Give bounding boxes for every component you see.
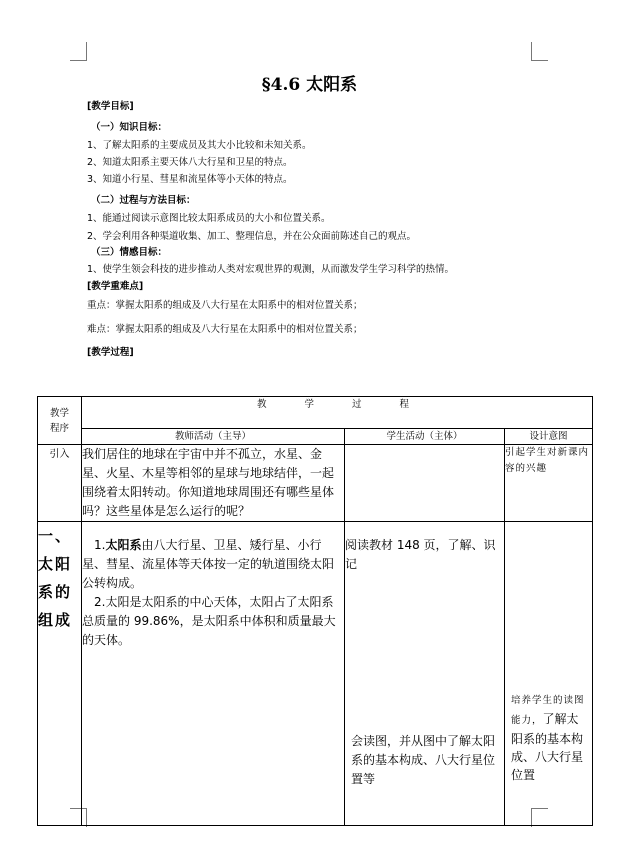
knowledge-heading: （一）知识目标： — [91, 122, 168, 133]
knowledge-item: 1、了解太阳系的主要成员及其大小比较和未知关系。 — [87, 140, 312, 151]
process-header: 教学过程 — [82, 397, 593, 429]
process-item: 2、学会利用各种渠道收集、加工、整理信息，并在公众面前陈述自己的观点。 — [87, 231, 417, 242]
key-points-heading: [教学重难点] — [87, 281, 144, 292]
student-activity-text: 阅读教材 148 页，了解、识记 — [345, 538, 496, 571]
process-section-heading: [教学过程] — [87, 347, 134, 358]
knowledge-item: 2、知道太阳系主要天体八大行星和卫星的特点。 — [87, 157, 293, 168]
design-intent-cell: 引起学生对新课内容的兴趣 — [505, 445, 593, 522]
crop-mark-top-right — [531, 42, 548, 61]
teaching-process-table — [37, 396, 593, 826]
teacher-paragraph — [82, 536, 344, 593]
process-item: 1、能通过阅读示意图比较太阳系成员的大小和位置关系。 — [87, 213, 331, 224]
teacher-activity-cell: 我们居住的地球在宇宙中并不孤立，水星、金星、火星、木星等相邻的星球与地球结伴，一起围绕着太阳转动。你知道地球周围还有哪些星体吗？这些星体是怎么运行的呢？ — [82, 445, 345, 522]
paragraph-text: 由八大行星、卫星、矮行星、小行星、彗星、流星体等天体按一定的轨道围绕太阳公转构成。 — [82, 538, 335, 590]
student-activity-cell — [345, 522, 505, 826]
teacher-column-header: 教师活动（主导） — [82, 429, 345, 445]
keyword-solar-system: 太阳系 — [105, 538, 142, 552]
objectives-heading: [教学目标] — [87, 101, 134, 112]
design-intent-small: 培养学生的读图能力， — [511, 695, 585, 726]
table-row — [38, 522, 593, 826]
teacher-paragraph: 2.太阳是太阳系的中心天体，太阳占了太阳系总质量的 99.86%，是太阳系中体积和质量最大的天体。 — [82, 595, 336, 647]
student-activity-cell — [345, 445, 505, 522]
intent-column-header: 设计意图 — [505, 429, 593, 445]
key-point: 重点：掌握太阳系的组成及八大行星在太阳系中的相对位置关系； — [87, 300, 363, 311]
crop-mark-top-left — [70, 42, 87, 61]
difficult-point: 难点：掌握太阳系的组成及八大行星在太阳系中的相对位置关系； — [87, 324, 363, 335]
page-title: §4.6 太阳系 — [261, 75, 358, 95]
student-activity-text: 会读图，并从图中了解太阳系的基本构成、八大行星位置等 — [351, 734, 496, 786]
design-intent-cell — [505, 522, 593, 826]
process-heading: （二）过程与方法目标： — [91, 195, 196, 206]
emotion-heading: （三）情感目标： — [91, 247, 168, 258]
emotion-item: 1、使学生领会科技的进步推动人类对宏观世界的观测，从而激发学生学习科学的热情。 — [87, 264, 455, 275]
stage-column-header: 教学程序 — [38, 397, 82, 445]
stage-cell: 一、太阳系的组成 — [38, 522, 82, 826]
design-intent-main: 了解太阳系的基本构成、八大行星位置 — [511, 712, 584, 782]
paragraph-number: 1. — [94, 538, 106, 552]
table-row — [38, 445, 593, 522]
knowledge-item: 3、知道小行星、彗星和流星体等小天体的特点。 — [87, 174, 293, 185]
design-intent-text — [511, 690, 588, 784]
teacher-activity-cell — [82, 522, 345, 826]
stage-cell: 引入 — [38, 445, 82, 522]
student-column-header: 学生活动（主体） — [345, 429, 505, 445]
